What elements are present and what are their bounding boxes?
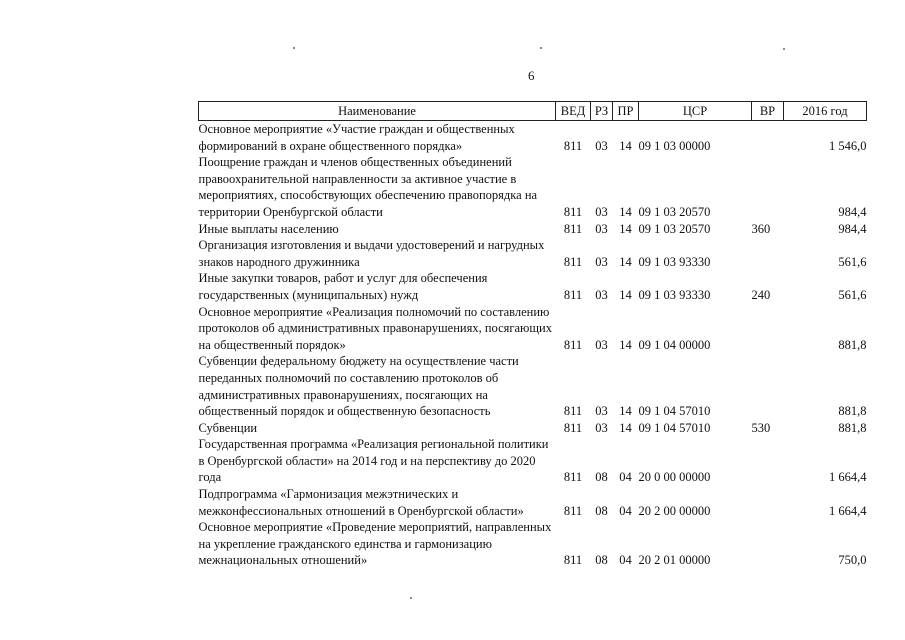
row-rz: 03 [595,337,608,352]
row-csr: 20 2 00 00000 [638,503,711,518]
column-header-ved: ВЕД [556,102,591,121]
row-amount: 984,4 [838,204,867,219]
scan-speck [540,47,542,49]
row-name: Организация изготовления и выдачи удостоверений и нагрудных знаков народного дружинника [198,238,545,269]
row-ved: 811 [563,138,583,153]
table-row [199,121,867,155]
row-vr [752,121,784,155]
row-pr: 04 [619,503,632,518]
row-csr: 09 1 03 93330 [638,254,711,269]
row-amount: 561,6 [838,254,867,269]
scan-speck [783,48,785,50]
row-pr: 14 [619,337,632,352]
table-row [199,304,867,354]
row-ved: 811 [563,470,583,485]
column-header-vr: ВР [752,102,784,121]
scan-speck [293,47,295,49]
row-name: Основное мероприятие «Реализация полномочий по составлению протоколов об административных правонарушениях, посягающих на общественный порядок» [198,304,552,352]
row-pr: 14 [619,420,632,435]
row-pr: 14 [619,221,632,236]
row-csr: 20 2 01 00000 [638,553,711,568]
row-vr [752,304,784,354]
row-amount: 881,8 [838,337,867,352]
row-ved: 811 [563,337,583,352]
row-rz: 03 [595,420,608,435]
row-name: Субвенции [198,420,258,435]
row-vr [752,154,784,220]
table-row [199,270,867,303]
table-row [199,436,867,486]
row-vr: 240 [751,287,771,302]
row-rz: 03 [595,287,608,302]
row-ved: 811 [563,404,583,419]
row-pr: 04 [619,553,632,568]
row-rz: 03 [595,221,608,236]
row-rz: 08 [595,553,608,568]
row-ved: 811 [563,503,583,518]
row-rz: 03 [595,138,608,153]
table-row [199,154,867,220]
row-rz: 03 [595,254,608,269]
row-name: Иные выплаты населению [198,221,339,236]
table-row [199,237,867,270]
row-pr: 14 [619,287,632,302]
table-row [199,221,867,238]
row-amount: 1 664,4 [829,503,867,518]
row-rz: 03 [595,404,608,419]
table-header-row [199,102,867,121]
row-vr: 360 [751,221,771,236]
table-row [199,486,867,519]
column-header-rz: РЗ [591,102,613,121]
row-name: Иные закупки товаров, работ и услуг для обеспечения государственных (муниципальных) нужд [198,271,488,302]
row-amount: 881,8 [838,404,867,419]
row-pr: 14 [619,254,632,269]
row-amount: 750,0 [838,553,867,568]
row-vr [752,486,784,519]
row-pr: 04 [619,470,632,485]
row-csr: 09 1 04 57010 [638,420,711,435]
row-pr: 14 [619,404,632,419]
row-ved: 811 [563,553,583,568]
row-vr: 530 [751,420,771,435]
row-rz: 03 [595,204,608,219]
row-csr: 09 1 04 57010 [638,404,711,419]
row-vr [752,519,784,569]
row-csr: 20 0 00 00000 [638,470,711,485]
table-row [199,519,867,569]
row-csr: 09 1 03 20570 [638,204,711,219]
row-csr: 09 1 03 93330 [638,287,711,302]
scan-speck [410,597,412,599]
row-csr: 09 1 03 20570 [638,221,711,236]
row-csr: 09 1 04 00000 [638,337,711,352]
row-vr [752,436,784,486]
row-name: Поощрение граждан и членов общественных объединений правоохранительной направленности за активное участие в мероприятиях, способствующих обеспечению правопорядка на территории Оренбургской области [198,155,538,219]
row-amount: 984,4 [838,221,867,236]
page-number: 6 [528,68,535,83]
row-ved: 811 [563,420,583,435]
row-pr: 14 [619,204,632,219]
row-amount: 561,6 [838,287,867,302]
row-name: Основное мероприятие «Участие граждан и общественных формирований в охране общественного порядка» [198,122,515,153]
row-name: Основное мероприятие «Проведение мероприятий, направленных на укрепление гражданского единства и гармонизацию межнациональных отношений» [198,520,552,568]
row-vr [752,237,784,270]
column-header-name: Наименование [199,102,556,121]
row-rz: 08 [595,503,608,518]
table-row [199,353,867,419]
row-amount: 881,8 [838,420,867,435]
column-header-csr: ЦСР [639,102,752,121]
row-rz: 08 [595,470,608,485]
row-name: Субвенции федеральному бюджету на осуществление части переданных полномочий по составлению протоколов об административных правонарушениях, посягающих на общественный порядок и общественную безопасность [198,354,519,419]
budget-table [198,101,867,569]
row-name: Подпрограмма «Гармонизация межэтнических и межконфессиональных отношений в Оренбургской области» [198,487,524,518]
row-ved: 811 [563,221,583,236]
column-header-pr: ПР [613,102,639,121]
row-ved: 811 [563,204,583,219]
row-ved: 811 [563,254,583,269]
row-vr [752,353,784,419]
row-amount: 1 546,0 [829,138,867,153]
table-row [199,420,867,437]
row-amount: 1 664,4 [829,470,867,485]
row-pr: 14 [619,138,632,153]
column-header-year: 2016 год [784,102,867,121]
row-name: Государственная программа «Реализация региональной политики в Оренбургской области» на 2014 год и на перспективу до 2020 года [198,437,549,485]
row-csr: 09 1 03 00000 [638,138,711,153]
row-ved: 811 [563,287,583,302]
